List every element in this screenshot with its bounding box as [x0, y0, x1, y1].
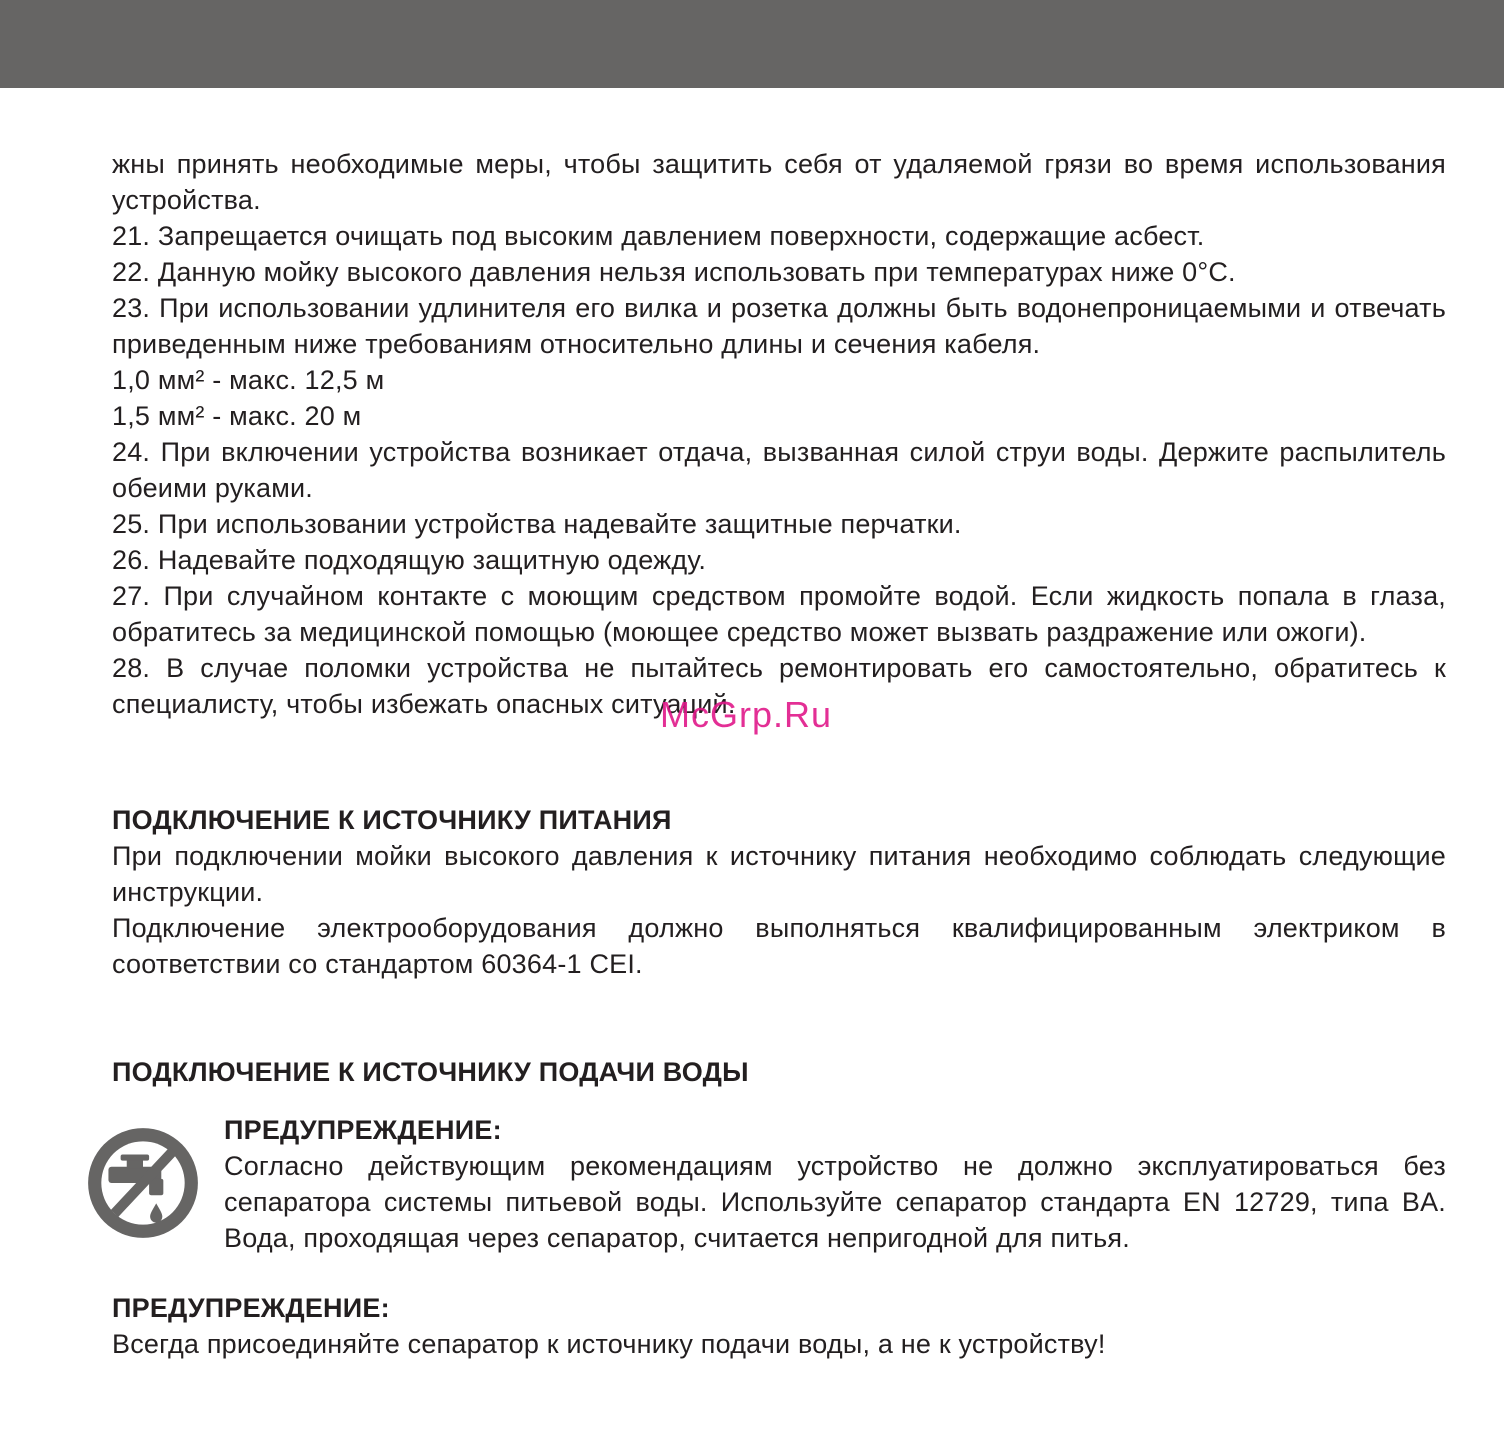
item-23: 23. При использовании удлинителя его вилка и розетка должны быть водонепроницаемыми и отвечать приведенным ниже требованиям относительно длины и сечения кабеля. — [112, 293, 1446, 359]
warning-block-separator — [112, 1112, 1446, 1256]
cable-spec-2: 1,5 мм² - макс. 20 м — [112, 401, 362, 431]
paragraph-continuation: жны принять необходимые меры, чтобы защитить себя от удаляемой грязи во время использования устройства. — [112, 149, 1446, 215]
item-21: 21. Запрещается очищать под высоким давлением поверхности, содержащие асбест. — [112, 221, 1205, 251]
watermark: McGrp.Ru — [660, 694, 833, 735]
item-22: 22. Данную мойку высокого давления нельзя использовать при температурах ниже 0°С. — [112, 257, 1236, 287]
item-27: 27. При случайном контакте с моющим средством промойте водой. Если жидкость попала в глаза, обратитесь за медицинской помощью (моющее средство может вызвать раздражение или ожоги). — [112, 581, 1446, 647]
warning-title-1: ПРЕДУПРЕЖДЕНИЕ: — [224, 1115, 502, 1145]
warning-title-2: ПРЕДУПРЕЖДЕНИЕ: — [112, 1293, 390, 1323]
item-24: 24. При включении устройства возникает отдача, вызванная силой струи воды. Держите распылитель обеими руками. — [112, 437, 1446, 503]
item-28: 28. В случае поломки устройства не пытайтесь ремонтировать его самостоятельно, обратитесь к специалисту, чтобы избежать опасных ситуаций. — [112, 653, 1446, 719]
warning-text-2: Всегда присоединяйте сепаратор к источнику подачи воды, а не к устройству! — [112, 1329, 1106, 1359]
item-26: 26. Надевайте подходящую защитную одежду. — [112, 545, 707, 575]
no-drinking-water-icon — [82, 1122, 204, 1244]
power-paragraph-1: При подключении мойки высокого давления к источнику питания необходимо соблюдать следующие инструкции. — [112, 841, 1446, 907]
warning-text-1: Согласно действующим рекомендациям устройство не должно эксплуатироваться без сепаратора системы питьевой воды. Используйте сепаратор стандарта EN 12729, типа BA. Вода, проходящая через сепаратор, считается непригодной для питья. — [224, 1151, 1446, 1253]
item-25: 25. При использовании устройства надевайте защитные перчатки. — [112, 509, 962, 539]
document-body — [112, 146, 1446, 1362]
water-section-heading: ПОДКЛЮЧЕНИЕ К ИСТОЧНИКУ ПОДАЧИ ВОДЫ — [112, 1057, 749, 1087]
cable-spec-1: 1,0 мм² - макс. 12,5 м — [112, 365, 385, 395]
power-paragraph-2: Подключение электрооборудования должно выполняться квалифицированным электриком в соответствии со стандартом 60364-1 CEI. — [112, 913, 1446, 979]
power-section-heading: ПОДКЛЮЧЕНИЕ К ИСТОЧНИКУ ПИТАНИЯ — [112, 805, 672, 835]
header-bar — [0, 0, 1504, 88]
